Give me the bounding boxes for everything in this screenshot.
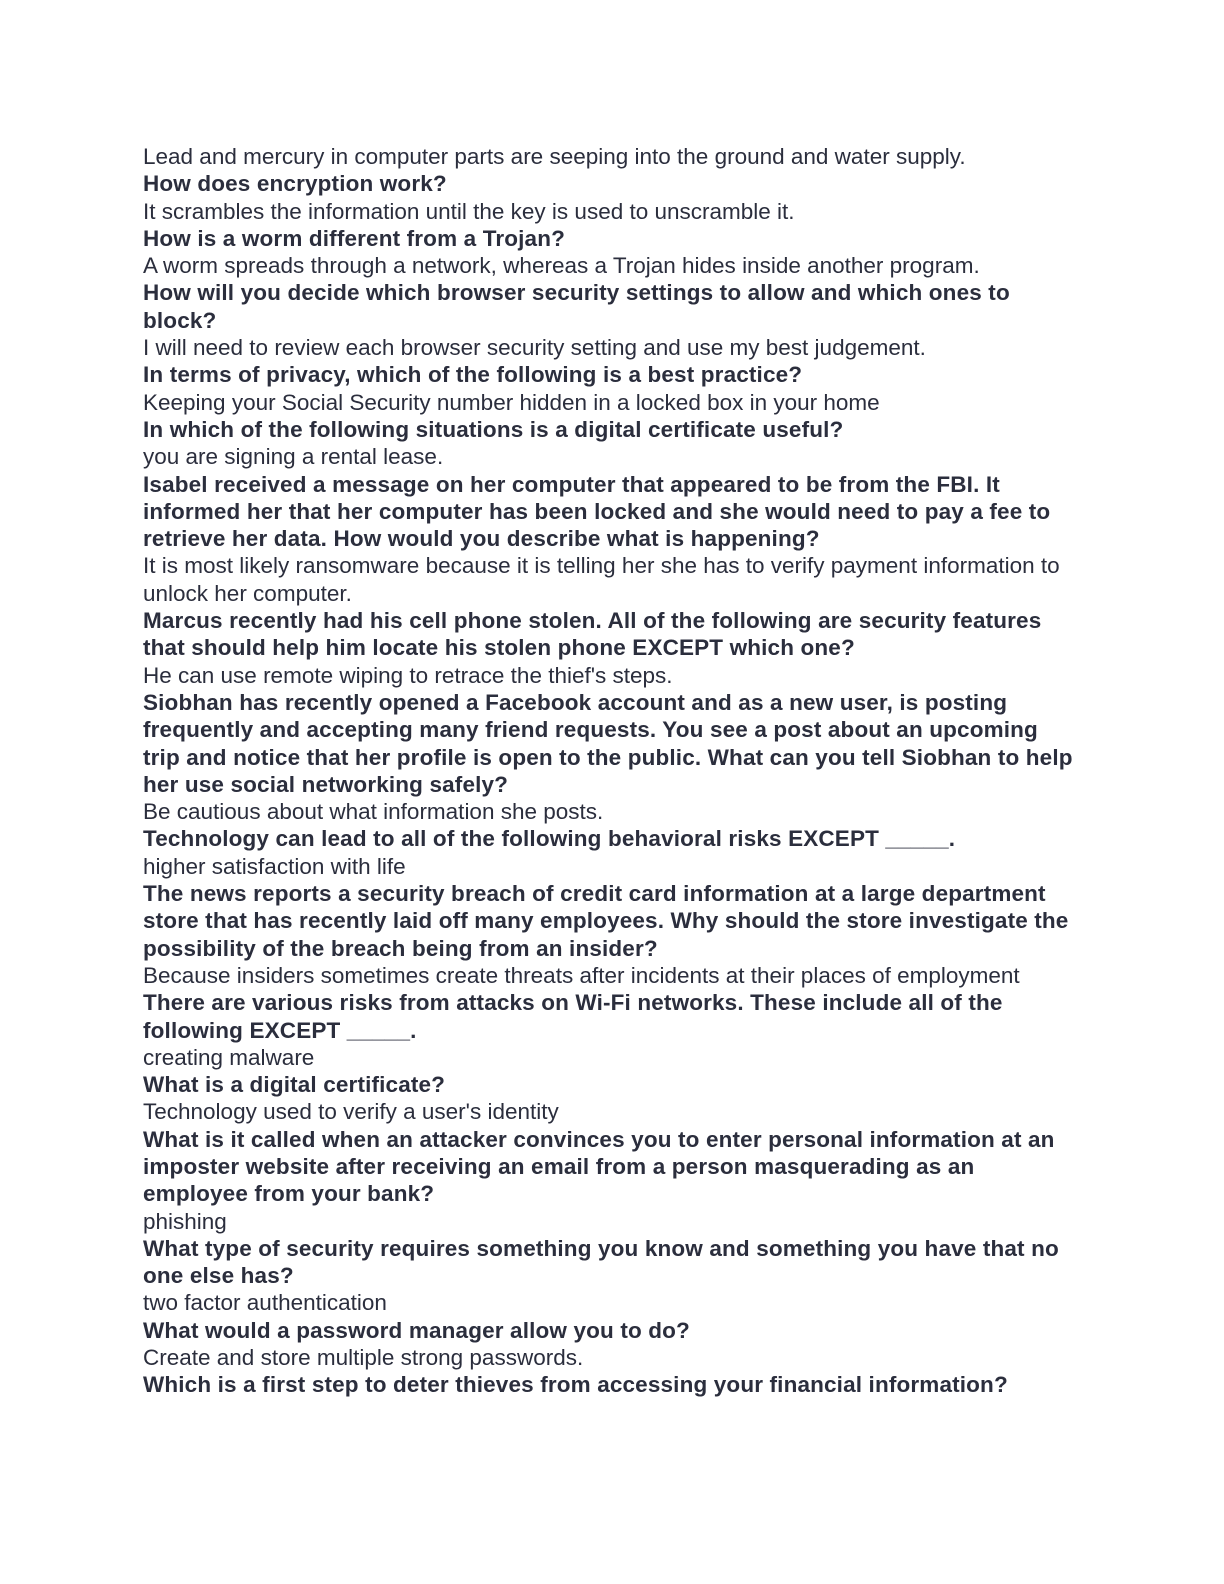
question-text: Technology can lead to all of the following behavioral risks EXCEPT _____.	[143, 826, 956, 852]
answer-text: It scrambles the information until the key is used to unscramble it.	[143, 198, 795, 224]
question-text: Isabel received a message on her computer that appeared to be from the FBI. It informed her that her computer has been locked and she would need to pay a fee to retrieve her data. How would you describe what is happening?	[143, 471, 1051, 552]
qa-entry	[143, 825, 1078, 880]
answer-text: Be cautious about what information she posts.	[143, 799, 604, 825]
answer-text: I will need to review each browser security setting and use my best judgement.	[143, 335, 926, 361]
qa-entry	[143, 471, 1078, 607]
answer-text: phishing	[143, 1208, 227, 1234]
question-text: In which of the following situations is a digital certificate useful?	[143, 416, 844, 442]
qa-entry	[143, 361, 1078, 416]
question-text: There are various risks from attacks on Wi-Fi networks. These include all of the following EXCEPT _____.	[143, 990, 1003, 1043]
question-text: What is a digital certificate?	[143, 1072, 446, 1098]
qa-entry	[143, 880, 1078, 989]
qa-entry	[143, 1126, 1078, 1235]
answer-text: He can use remote wiping to retrace the thief's steps.	[143, 662, 673, 688]
question-text: How does encryption work?	[143, 171, 447, 197]
answer-text: A worm spreads through a network, whereas a Trojan hides inside another program.	[143, 253, 980, 279]
question-text: Marcus recently had his cell phone stolen. All of the following are security features that should help him locate his stolen phone EXCEPT which one?	[143, 608, 1042, 661]
question-text: The news reports a security breach of credit card information at a large department store that has recently laid off many employees. Why should the store investigate the possibility of the breach being from an insider?	[143, 881, 1069, 961]
answer-text: two factor authentication	[143, 1290, 387, 1316]
question-text: What would a password manager allow you to do?	[143, 1317, 690, 1343]
document-page	[143, 143, 1078, 1399]
question-text: How is a worm different from a Trojan?	[143, 225, 566, 251]
answer-text: Create and store multiple strong passwords.	[143, 1345, 584, 1371]
qa-entry	[143, 279, 1078, 361]
question-text: How will you decide which browser security settings to allow and which ones to block?	[143, 280, 1010, 333]
question-text: What type of security requires something you know and something you have that no one else has?	[143, 1235, 1059, 1289]
answer-text: creating malware	[143, 1044, 315, 1070]
answer-text: higher satisfaction with life	[143, 853, 406, 879]
question-text: Which is a first step to deter thieves from accessing your financial information?	[143, 1372, 1008, 1398]
answer-text: Lead and mercury in computer parts are seeping into the ground and water supply.	[143, 144, 966, 169]
qa-entry	[143, 689, 1078, 825]
answer-text: Technology used to verify a user's identity	[143, 1099, 559, 1125]
qa-entry	[143, 989, 1078, 1071]
answer-text: Because insiders sometimes create threats after incidents at their places of employment	[143, 962, 1020, 988]
question-text: Siobhan has recently opened a Facebook account and as a new user, is posting frequently and accepting many friend requests. You see a post about an upcoming trip and notice that her profile is open to the public. What can you tell Siobhan to help her use social networking safely?	[143, 689, 1073, 797]
qa-entry	[143, 225, 1078, 280]
answer-text: It is most likely ransomware because it is telling her she has to verify payment information to unlock her computer.	[143, 553, 1060, 606]
question-text: What is it called when an attacker convinces you to enter personal information at an imposter website after receiving an email from a person masquerading as an employee from your bank?	[143, 1126, 1055, 1207]
qa-entry	[143, 1317, 1078, 1372]
qa-entry	[143, 1371, 1078, 1398]
qa-entry	[143, 607, 1078, 689]
qa-entry	[143, 170, 1078, 225]
qa-entry	[143, 1235, 1078, 1317]
qa-entry	[143, 1071, 1078, 1126]
question-text: In terms of privacy, which of the following is a best practice?	[143, 362, 803, 388]
answer-text: Keeping your Social Security number hidden in a locked box in your home	[143, 389, 880, 415]
answer-text: you are signing a rental lease.	[143, 444, 444, 470]
qa-entry	[143, 416, 1078, 471]
